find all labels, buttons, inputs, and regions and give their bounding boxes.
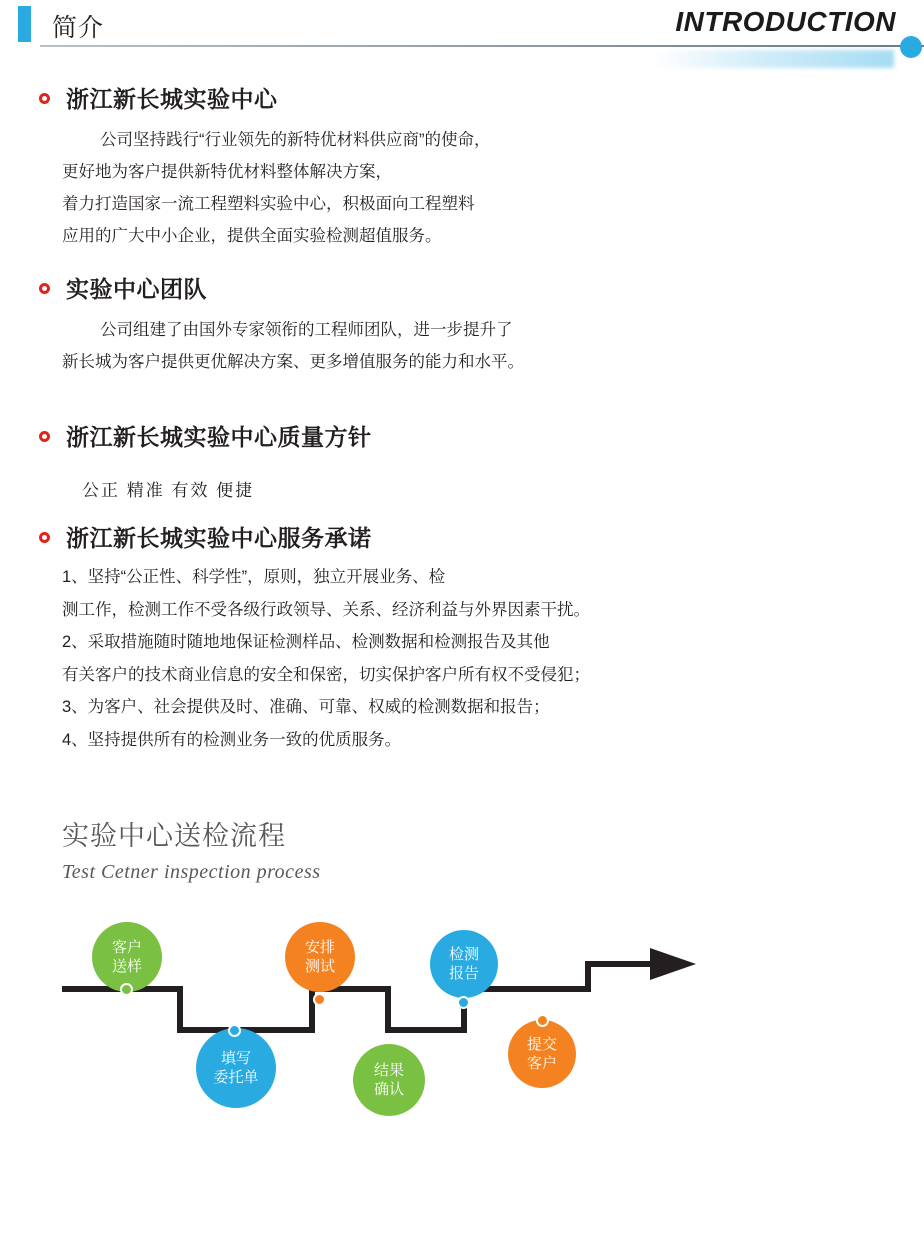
section-title: 浙江新长城实验中心服务承诺 [66,525,372,551]
section-heading [0,422,924,452]
quality-values: 公正 精准 有效 便捷 [82,481,255,500]
header-decoration [654,50,894,68]
flow-step-bubble [508,1020,576,1088]
body-line: 新长城为客户提供更优解决方案、更多增值服务的能力和水平。 [62,353,524,371]
flow-step-line2: 测试 [304,958,335,975]
flow-step-line1: 客户 [111,939,142,956]
section-heading [0,523,924,553]
flow-step-bubble [353,1044,425,1116]
flow-node-dot [313,993,326,1006]
flow-step-line2: 报告 [448,965,479,982]
flow-step-line1: 安排 [304,939,335,956]
flow-node-dot [536,1014,549,1027]
page-header [0,0,924,62]
section-lab-team [0,274,924,378]
bullet-icon [39,93,50,104]
section-service-commitment [0,523,924,756]
page-title-cn: 简介 [52,14,105,42]
section-heading [0,274,924,304]
section-body [0,314,924,378]
section-title: 浙江新长城实验中心质量方针 [66,424,372,450]
flow-step-line1: 提交 [526,1036,557,1053]
bullet-icon [39,283,50,294]
flow-step-line1: 检测 [448,946,479,963]
section-quality-policy [0,422,924,501]
body-line: 公司组建了由国外专家领衔的工程师团队，进一步提升了 [100,321,513,339]
page-title-en: INTRODUCTION [675,6,896,37]
flow-node-dot [120,983,133,996]
flow-step-line1: 填写 [220,1050,251,1067]
body-line: 更好地为客户提供新特优材料整体解决方案， [62,163,392,181]
section-heading [0,84,924,114]
header-accent-bar [18,6,31,42]
section-title: 实验中心团队 [66,276,207,302]
header-divider [40,45,924,47]
body-line: 3、为客户、社会提供及时、准确、可靠、权威的检测数据和报告； [62,698,550,716]
flow-step-bubble [430,930,498,998]
body-line: 公司坚持践行“行业领先的新特优材料供应商”的使命， [100,131,491,149]
flow-diagram [0,902,924,1157]
page-content [0,84,924,1157]
inspection-flow-section [0,814,924,1157]
body-line: 有关客户的技术商业信息的安全和保密，切实保护客户所有权不受侵犯； [62,665,590,684]
flow-step-bubble [92,922,162,992]
body-line: 应用的广大中小企业，提供全面实验检测超值服务。 [62,227,442,245]
bullet-icon [39,532,50,543]
section-title: 浙江新长城实验中心 [66,86,278,112]
body-line: 4、坚持提供所有的检测业务一致的优质服务。 [62,730,402,749]
body-line: 1、坚持“公正性、科学性”，原则，独立开展业务、检 [62,568,446,586]
section-body [0,561,924,756]
flow-step-bubble [196,1028,276,1108]
flow-title-cn: 实验中心送检流程 [62,821,286,851]
body-line: 着力打造国家一流工程塑料实验中心，积极面向工程塑料 [62,195,475,213]
flow-step-line2: 委托单 [213,1069,259,1086]
section-body [0,124,924,252]
bullet-icon [39,431,50,442]
flow-step-line2: 客户 [526,1055,557,1072]
body-line: 2、采取措施随时随地地保证检测样品、检测数据和检测报告及其他 [62,633,550,651]
flow-node-dot [457,996,470,1009]
flow-step-bubble [285,922,355,992]
header-dot-decoration [900,36,922,58]
flow-step-line2: 送样 [111,958,142,975]
flow-step-line1: 结果 [373,1062,404,1079]
section-lab-center [0,84,924,252]
flow-step-line2: 确认 [373,1081,404,1098]
body-line: 测工作，检测工作不受各级行政领导、关系、经济利益与外界因素干扰。 [62,600,590,619]
flow-node-dot [228,1024,241,1037]
flow-title-en: Test Cetner inspection process [62,861,321,883]
